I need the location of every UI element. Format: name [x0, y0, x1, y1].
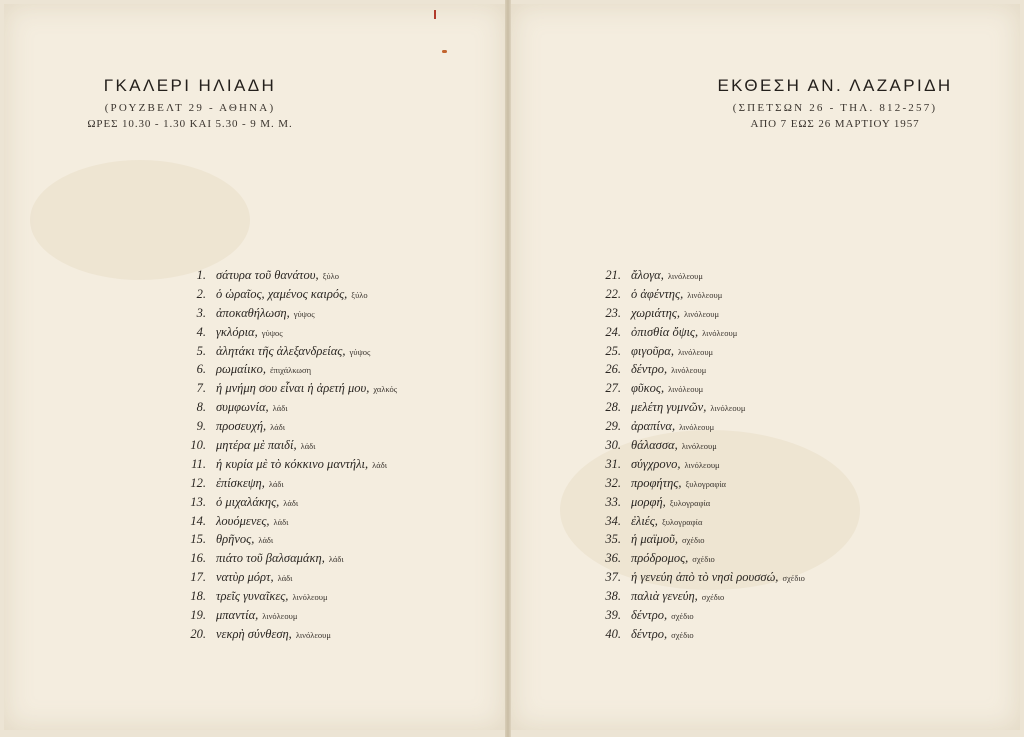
work-number: 25.: [605, 343, 621, 358]
work-medium: χαλκός: [373, 384, 398, 395]
work-item: [585, 606, 805, 625]
work-number: 7.: [196, 381, 206, 396]
work-title: δέντρο,: [631, 362, 668, 377]
works-list-right: [585, 266, 805, 644]
work-item: [170, 568, 397, 587]
work-item: [170, 587, 397, 606]
work-title: ὁ μιχαλάκης,: [216, 494, 280, 509]
work-title: πιάτο τοῦ βαλσαμάκη,: [216, 551, 325, 566]
gallery-header: [60, 76, 320, 130]
work-item: [170, 417, 397, 436]
work-number: 19.: [190, 608, 206, 623]
work-number: 20.: [190, 626, 206, 641]
work-medium: λάδι: [273, 516, 289, 527]
work-title: ἐλιές,: [631, 513, 658, 528]
work-medium: λινόλεουμ: [679, 422, 715, 433]
work-item: [585, 474, 805, 493]
work-item: [170, 512, 397, 531]
work-medium: σχέδιο: [782, 573, 805, 584]
work-title: ἀραπίνα,: [631, 419, 676, 434]
work-medium: λάδι: [300, 441, 316, 452]
work-item: [585, 398, 805, 417]
work-title: μητέρα μὲ παιδί,: [216, 438, 297, 453]
work-number: 39.: [605, 608, 621, 623]
work-title: δέντρο,: [631, 608, 668, 623]
work-item: [170, 342, 397, 361]
work-title: ἡ γενεύη ἀπὸ τὸ νησὶ ρουσσώ,: [631, 570, 779, 585]
work-number: 15.: [190, 532, 206, 547]
work-title: μορφή,: [631, 494, 666, 509]
work-title: ὁ ἀφέντης,: [631, 286, 684, 301]
work-number: 2.: [196, 286, 206, 301]
work-medium: λάδι: [372, 459, 387, 470]
work-medium: σχέδιο: [701, 592, 725, 603]
exhibition-contact: (ΣΠΕΤΣΩΝ 26 - ΤΗΛ. 812-257): [732, 102, 938, 114]
work-medium: ξυλογραφία: [661, 516, 703, 527]
work-title: μπαντία,: [216, 608, 259, 623]
work-item: [585, 568, 805, 587]
work-medium: λινόλεουμ: [702, 327, 738, 338]
work-title: μελέτη γυμνῶν,: [631, 400, 707, 415]
work-title: ἡ κυρία μὲ τὸ κόκκινο μαντήλι,: [216, 456, 369, 471]
work-medium: ἐπιχάλκωση: [269, 365, 312, 376]
work-medium: λάδι: [328, 554, 344, 565]
work-item: [170, 549, 397, 568]
work-number: 16.: [190, 551, 206, 566]
work-medium: λινόλεουμ: [671, 365, 707, 376]
work-item: [170, 625, 397, 644]
work-title: ρωμαίικο,: [216, 362, 266, 377]
work-title: προσευχή,: [216, 419, 267, 434]
work-title: φῦκος,: [631, 381, 665, 396]
works-list-left: [170, 266, 397, 644]
work-number: 17.: [190, 570, 206, 585]
work-title: δέντρο,: [631, 626, 668, 641]
work-item: [585, 360, 805, 379]
work-item: [170, 323, 397, 342]
exhibition-header: [690, 76, 980, 130]
work-title: ἐπίσκεψη,: [216, 475, 265, 490]
work-number: 3.: [196, 305, 206, 320]
work-item: [585, 625, 805, 644]
work-number: 32.: [605, 475, 621, 490]
work-title: φιγοῦρα,: [631, 343, 674, 358]
work-title: ἀλητάκι τῆς ἀλεξανδρείας,: [216, 343, 346, 358]
work-medium: λάδι: [283, 497, 299, 508]
gallery-hours: ΩΡΕΣ 10.30 - 1.30 ΚΑΙ 5.30 - 9 Μ. Μ.: [87, 118, 293, 130]
work-medium: σχέδιο: [671, 629, 694, 640]
work-number: 34.: [605, 513, 621, 528]
exhibition-dates: ΑΠΟ 7 ΕΩΣ 26 ΜΑΡΤΙΟΥ 1957: [750, 118, 920, 130]
work-title: νατὺρ μόρτ,: [216, 570, 274, 585]
work-title: θάλασσα,: [631, 438, 678, 453]
work-medium: λινόλεουμ: [710, 403, 746, 414]
work-medium: λάδι: [272, 403, 288, 414]
work-number: 18.: [190, 589, 206, 604]
work-number: 26.: [605, 362, 621, 377]
work-medium: ξυλογραφία: [685, 478, 726, 489]
work-title: ἄλογα,: [631, 268, 664, 282]
gallery-address: (ΡΟΥΖΒΕΛΤ 29 - ΑΘΗΝΑ): [104, 102, 276, 114]
work-medium: γύψος: [293, 308, 315, 319]
work-number: 1.: [196, 268, 206, 282]
work-number: 28.: [605, 400, 621, 415]
work-item: [170, 304, 397, 323]
work-medium: σχέδιο: [671, 611, 694, 622]
work-title: ἀποκαθήλωση,: [216, 305, 290, 320]
work-item: [585, 455, 805, 474]
work-medium: ξυλογραφία: [669, 497, 711, 508]
work-number: 31.: [605, 456, 621, 471]
work-number: 11.: [191, 456, 206, 471]
work-item: [170, 266, 397, 285]
work-item: [585, 342, 805, 361]
work-number: 29.: [605, 419, 621, 434]
work-title: σύγχρονο,: [631, 456, 681, 471]
work-item: [170, 360, 397, 379]
work-item: [585, 304, 805, 323]
work-item: [585, 587, 805, 606]
work-item: [170, 455, 397, 474]
work-medium: λινόλεουμ: [684, 459, 720, 470]
work-number: 14.: [190, 513, 206, 528]
work-number: 4.: [196, 324, 206, 339]
work-item: [170, 436, 397, 455]
work-item: [585, 436, 805, 455]
work-number: 37.: [605, 570, 621, 585]
work-number: 40.: [605, 626, 621, 641]
work-number: 21.: [605, 268, 621, 282]
work-number: 13.: [190, 494, 206, 509]
work-title: γκλόρια,: [216, 324, 258, 339]
work-title: παλιὰ γενεύη,: [631, 589, 698, 604]
exhibition-title: ΕΚΘΕΣΗ ΑΝ. ΛΑΖΑΡΙΔΗ: [717, 76, 953, 95]
work-medium: λάδι: [277, 573, 293, 584]
work-number: 35.: [605, 532, 621, 547]
work-item: [170, 398, 397, 417]
work-number: 6.: [196, 362, 206, 377]
work-item: [170, 493, 397, 512]
work-item: [585, 266, 805, 285]
work-number: 38.: [605, 589, 621, 604]
work-medium: ξύλο: [351, 289, 368, 300]
work-medium: λινόλεουμ: [683, 308, 720, 319]
work-number: 33.: [605, 494, 621, 509]
work-medium: λινόλεουμ: [262, 611, 298, 622]
gallery-name: ΓΚΑΛΕΡΙ ΗΛΙΑΔΗ: [103, 76, 277, 95]
work-number: 5.: [196, 343, 206, 358]
work-item: [585, 285, 805, 304]
work-title: χωριάτης,: [631, 305, 680, 320]
work-item: [585, 493, 805, 512]
work-title: σάτυρα τοῦ θανάτου,: [216, 268, 319, 282]
work-medium: λινόλεουμ: [668, 384, 704, 395]
work-item: [585, 379, 805, 398]
work-title: νεκρὴ σύνθεση,: [216, 626, 292, 641]
work-number: 22.: [605, 286, 621, 301]
work-number: 23.: [605, 305, 621, 320]
work-item: [585, 323, 805, 342]
work-medium: λινόλεουμ: [295, 629, 331, 640]
work-title: συμφωνία,: [216, 400, 269, 415]
work-medium: λάδι: [268, 478, 284, 489]
work-number: 27.: [605, 381, 621, 396]
page-fold: [505, 0, 511, 737]
work-item: [170, 285, 397, 304]
work-title: ὀπισθία ὄψις,: [631, 324, 699, 339]
work-medium: λινόλεουμ: [681, 441, 717, 452]
work-title: ἡ μνήμη σου εἶναι ἡ ἀρετή μου,: [216, 381, 370, 396]
work-item: [585, 530, 805, 549]
ink-mark: [434, 10, 436, 19]
work-medium: γύψος: [261, 327, 283, 338]
work-number: 12.: [190, 475, 206, 490]
work-item: [170, 379, 397, 398]
work-item: [170, 606, 397, 625]
work-title: προφήτης,: [631, 475, 682, 490]
work-item: [170, 474, 397, 493]
work-number: 10.: [190, 438, 206, 453]
work-medium: ξύλο: [322, 271, 339, 281]
work-title: ἡ μαϊμοῦ,: [631, 532, 679, 547]
work-item: [585, 549, 805, 568]
work-item: [585, 417, 805, 436]
work-medium: λινόλεουμ: [687, 289, 723, 300]
work-title: λουόμενες,: [216, 513, 270, 528]
ink-mark: [442, 50, 447, 53]
work-item: [170, 530, 397, 549]
work-medium: λινόλεουμ: [292, 592, 328, 603]
work-number: 36.: [605, 551, 621, 566]
work-number: 24.: [605, 324, 621, 339]
work-medium: λινόλεουμ: [678, 346, 714, 357]
work-title: τρεῖς γυναῖκες,: [216, 589, 289, 604]
work-title: πρόδρομος,: [631, 551, 689, 566]
work-item: [585, 512, 805, 531]
work-medium: σχέδιο: [692, 554, 715, 565]
work-medium: λινόλεουμ: [667, 271, 703, 281]
work-number: 8.: [196, 400, 206, 415]
work-medium: σχέδιο: [682, 535, 705, 546]
work-title: ὁ ὡραῖος, χαμένος καιρός,: [216, 286, 348, 301]
work-number: 9.: [196, 419, 206, 434]
work-medium: λάδι: [258, 535, 274, 546]
work-medium: γύψος: [349, 346, 371, 357]
paper-stain: [30, 160, 250, 280]
work-medium: λάδι: [270, 422, 286, 433]
work-number: 30.: [605, 438, 621, 453]
work-title: θρῆνος,: [216, 532, 255, 547]
